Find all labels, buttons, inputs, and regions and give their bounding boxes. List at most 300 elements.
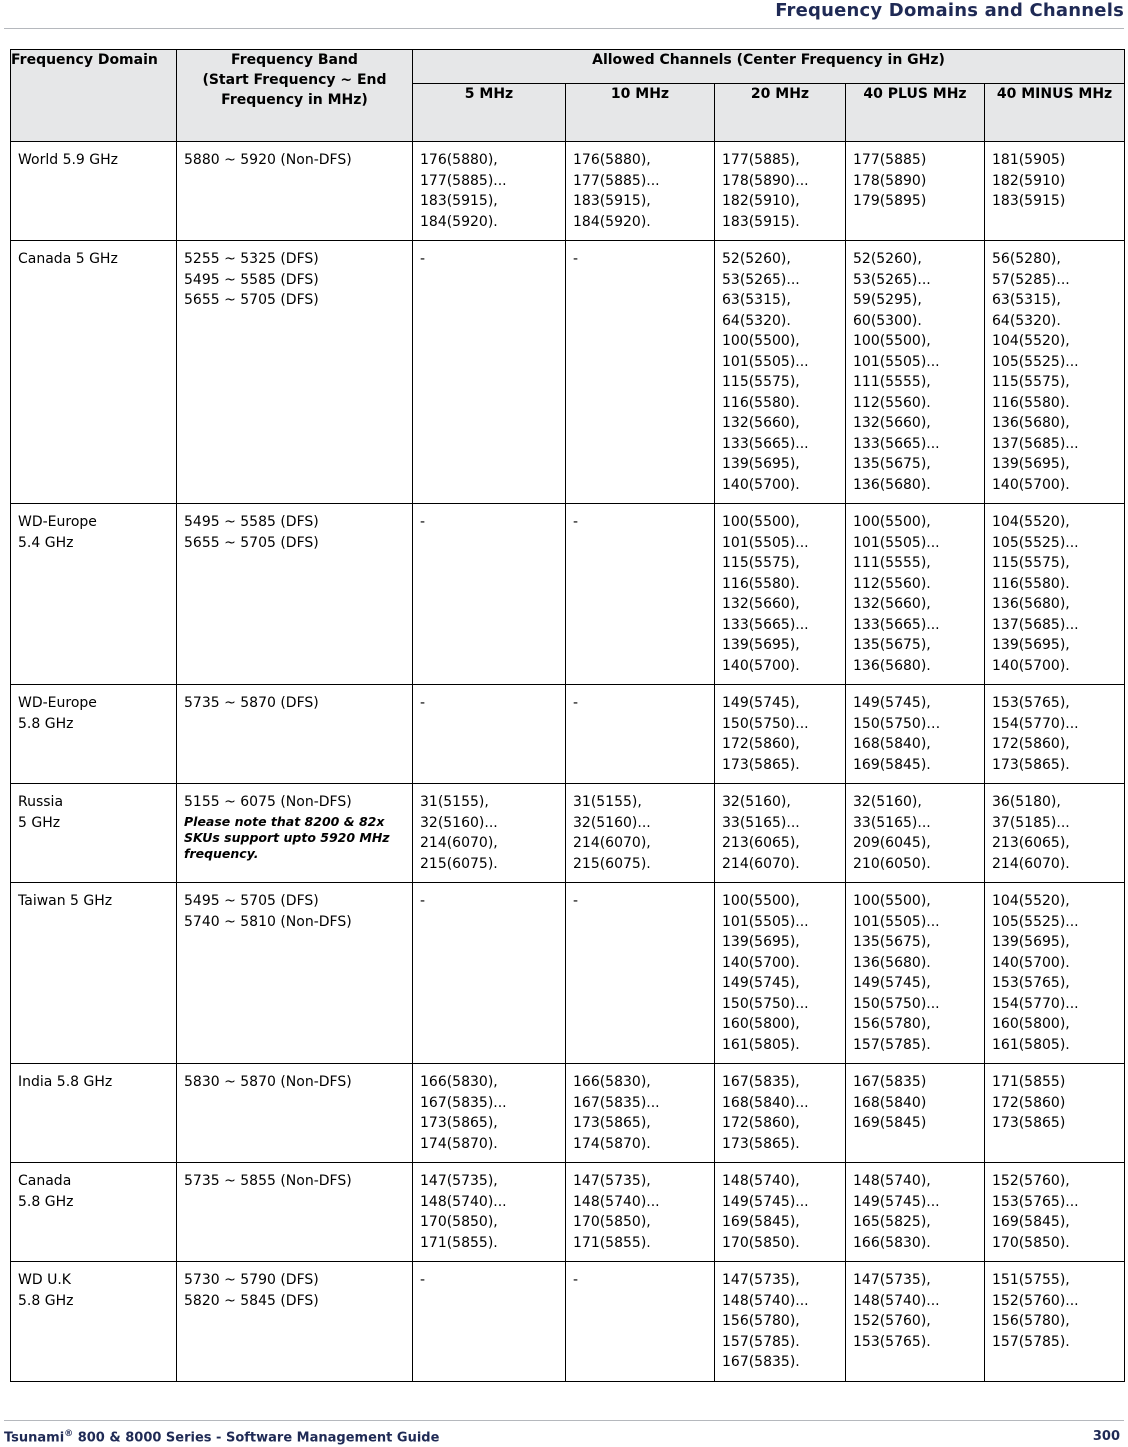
cell-line: 60(5300).	[853, 312, 922, 329]
cell-line: 178(5890)	[853, 172, 927, 189]
cell-line: 116(5580).	[992, 394, 1070, 411]
cell-line: 165(5825),	[853, 1214, 931, 1230]
cell-line: 177(5885)	[853, 152, 927, 168]
cell-10mhz	[566, 504, 715, 685]
cell-line: 215(6075).	[573, 855, 651, 872]
cell-5mhz	[413, 784, 566, 883]
cell-line: 167(5835)...	[420, 1094, 507, 1111]
footer-guide-title: 800 & 8000 Series - Software Management Guide	[73, 1430, 440, 1446]
table-row	[11, 504, 1125, 685]
cell-line: 147(5735),	[722, 1272, 800, 1288]
column-header-40minus-mhz: 40 MINUS MHz	[985, 84, 1125, 142]
cell-line: 137(5685)...	[992, 616, 1079, 633]
cell-line: 167(5835)	[853, 1074, 927, 1090]
cell-line: 101(5505)...	[853, 534, 940, 551]
cell-line: 139(5695),	[722, 934, 800, 950]
cell-line: Taiwan 5 GHz	[18, 893, 113, 909]
footer-page-number: 300	[1092, 1429, 1120, 1444]
cell-line: 209(6045),	[853, 835, 931, 851]
cell-line: 111(5555),	[853, 374, 931, 390]
cell-line: 148(5740),	[722, 1173, 800, 1189]
cell-line: 140(5700).	[992, 476, 1070, 493]
cell-5mhz	[413, 1064, 566, 1163]
cell-line: 177(5885)...	[573, 172, 660, 189]
cell-line: 153(5765).	[853, 1333, 931, 1350]
cell-line: 104(5520),	[992, 893, 1070, 909]
cell-line: 111(5555),	[853, 555, 931, 571]
cell-line: 160(5800),	[722, 1016, 800, 1032]
cell-line: -	[420, 893, 426, 909]
cell-line: 5730 ~ 5790 (DFS)	[184, 1272, 319, 1288]
cell-line: -	[420, 251, 426, 267]
cell-line: 173(5865).	[722, 1135, 800, 1152]
cell-10mhz	[566, 142, 715, 241]
cell-line: 166(5830),	[420, 1074, 498, 1090]
cell-line: 214(6070),	[573, 835, 651, 851]
cell-line: 32(5160)...	[420, 814, 498, 831]
cell-20mhz	[715, 1163, 846, 1262]
cell-line: 115(5575),	[992, 555, 1070, 571]
cell-line: 150(5750)…	[853, 715, 941, 732]
cell-frequency-band	[177, 241, 413, 504]
cell-line: 173(5865),	[420, 1115, 498, 1131]
cell-line: 63(5315),	[992, 292, 1061, 308]
table-row	[11, 241, 1125, 504]
cell-line: 101(5505)...	[722, 353, 809, 370]
cell-line: 137(5685)...	[992, 435, 1079, 452]
cell-line: 115(5575),	[722, 555, 800, 571]
cell-40plus-mhz	[846, 1262, 985, 1382]
cell-line: 136(5680),	[992, 415, 1070, 431]
cell-frequency-domain	[11, 504, 177, 685]
cell-frequency-domain	[11, 784, 177, 883]
cell-line: 5735 ~ 5855 (Non-DFS)	[184, 1173, 352, 1189]
cell-frequency-domain	[11, 883, 177, 1064]
cell-line: 5.4 GHz	[18, 534, 74, 551]
cell-line: 105(5525)...	[992, 913, 1079, 930]
cell-line: India 5.8 GHz	[18, 1074, 113, 1090]
cell-line: 53(5265)...	[722, 271, 800, 288]
cell-line: 140(5700).	[722, 954, 800, 971]
cell-line: 5880 ~ 5920 (Non-DFS)	[184, 152, 352, 168]
cell-40plus-mhz	[846, 1163, 985, 1262]
cell-line: 150(5750)...	[722, 995, 809, 1012]
cell-frequency-domain	[11, 241, 177, 504]
table-row	[11, 784, 1125, 883]
cell-line: -	[573, 1272, 579, 1288]
footer-divider	[4, 1420, 1124, 1421]
cell-line: 183(5915),	[420, 193, 498, 209]
cell-line: 173(5865)	[992, 1115, 1066, 1131]
cell-line: 214(6070).	[722, 855, 800, 872]
cell-line: 133(5665)...	[853, 435, 940, 452]
cell-10mhz	[566, 1262, 715, 1382]
cell-line: 5655 ~ 5705 (DFS)	[184, 534, 319, 551]
cell-40minus-mhz	[985, 1064, 1125, 1163]
cell-line: 149(5745)...	[853, 1193, 940, 1210]
cell-5mhz	[413, 883, 566, 1064]
cell-40minus-mhz	[985, 685, 1125, 784]
cell-40minus-mhz	[985, 504, 1125, 685]
cell-frequency-domain	[11, 1163, 177, 1262]
cell-line: 182(5910),	[722, 193, 800, 209]
cell-line: 116(5580).	[722, 394, 800, 411]
cell-line: 169(5845)	[853, 1115, 927, 1131]
cell-line: 161(5805).	[992, 1036, 1070, 1053]
cell-line: 5155 ~ 6075 (Non-DFS)	[184, 794, 352, 810]
cell-line: 139(5695),	[722, 456, 800, 472]
cell-line: 149(5745),	[853, 695, 931, 711]
cell-line: 33(5165)...	[722, 814, 800, 831]
cell-line: 32(5160),	[722, 794, 791, 810]
cell-line: 177(5885)...	[420, 172, 507, 189]
cell-line: 171(5855)	[992, 1074, 1066, 1090]
cell-line: 169(5845),	[722, 1214, 800, 1230]
cell-10mhz	[566, 685, 715, 784]
cell-20mhz	[715, 784, 846, 883]
cell-5mhz	[413, 142, 566, 241]
cell-line: 136(5680).	[853, 476, 931, 493]
cell-40minus-mhz	[985, 1262, 1125, 1382]
cell-line: 173(5865),	[573, 1115, 651, 1131]
column-header-5mhz: 5 MHz	[413, 84, 566, 142]
cell-line: 156(5780),	[853, 1016, 931, 1032]
cell-line: 150(5750)...	[722, 715, 809, 732]
cell-line: Russia	[18, 794, 64, 810]
cell-line: 156(5780),	[722, 1313, 800, 1329]
cell-line: 183(5915).	[722, 213, 800, 230]
cell-line: 157(5785).	[722, 1333, 800, 1350]
footer-product-name: Tsunami	[4, 1430, 65, 1446]
cell-line: 139(5695),	[992, 637, 1070, 653]
cell-5mhz	[413, 504, 566, 685]
cell-line: 177(5885),	[722, 152, 800, 168]
cell-line: 132(5660),	[853, 415, 931, 431]
table-body	[11, 142, 1125, 1382]
cell-40minus-mhz	[985, 883, 1125, 1064]
cell-line: -	[420, 1272, 426, 1288]
cell-line: 116(5580).	[722, 575, 800, 592]
cell-line: 170(5850).	[992, 1234, 1070, 1251]
cell-line: 169(5845).	[853, 756, 931, 773]
cell-frequency-band	[177, 1262, 413, 1382]
cell-line: 37(5185)...	[992, 814, 1070, 831]
cell-line: 140(5700).	[722, 476, 800, 493]
cell-line: World 5.9 GHz	[18, 152, 119, 168]
cell-line: Canada	[18, 1173, 72, 1189]
cell-line: 173(5865).	[722, 756, 800, 773]
cell-line: 154(5770)...	[992, 995, 1079, 1012]
cell-line: 112(5560).	[853, 394, 931, 411]
cell-line: 133(5665)...	[722, 435, 809, 452]
cell-line: 5830 ~ 5870 (Non-DFS)	[184, 1074, 352, 1090]
column-header-10mhz: 10 MHz	[566, 84, 715, 142]
cell-20mhz	[715, 241, 846, 504]
cell-line: 52(5260),	[722, 251, 791, 267]
cell-line: 5655 ~ 5705 (DFS)	[184, 292, 319, 308]
cell-line: 153(5765)...	[992, 1193, 1079, 1210]
cell-line: 100(5500),	[853, 893, 931, 909]
cell-line: 64(5320).	[722, 312, 791, 329]
cell-line: 31(5155),	[420, 794, 489, 810]
page-header	[0, 0, 1128, 30]
cell-line: 210(6050).	[853, 855, 931, 872]
cell-line: 171(5855).	[420, 1234, 498, 1251]
cell-line: 100(5500),	[722, 893, 800, 909]
cell-20mhz	[715, 504, 846, 685]
cell-line: 100(5500),	[853, 333, 931, 349]
table-row	[11, 685, 1125, 784]
cell-40plus-mhz	[846, 883, 985, 1064]
table-header	[11, 50, 1125, 142]
column-header-band-line1: Frequency Band	[231, 52, 358, 68]
cell-line: 5495 ~ 5705 (DFS)	[184, 893, 319, 909]
cell-line: 5.8 GHz	[18, 1292, 74, 1309]
column-header-40plus-mhz: 40 PLUS MHz	[846, 84, 985, 142]
column-header-20mhz: 20 MHz	[715, 84, 846, 142]
cell-5mhz	[413, 1262, 566, 1382]
cell-line: 5495 ~ 5585 (DFS)	[184, 271, 319, 288]
cell-10mhz	[566, 1163, 715, 1262]
cell-line: 153(5765),	[992, 975, 1070, 991]
cell-40plus-mhz	[846, 685, 985, 784]
footer-document-title	[4, 1429, 439, 1445]
cell-line: 101(5505)...	[853, 913, 940, 930]
cell-line: 33(5165)...	[853, 814, 931, 831]
cell-line: 181(5905)	[992, 152, 1066, 168]
cell-line: 136(5680).	[853, 657, 931, 674]
cell-line: 148(5740)...	[420, 1193, 507, 1210]
cell-line: 170(5850).	[722, 1234, 800, 1251]
cell-frequency-band	[177, 1163, 413, 1262]
cell-line: 184(5920).	[420, 213, 498, 230]
registered-mark: ®	[64, 1429, 74, 1439]
column-header-frequency-domain: Frequency Domain	[11, 50, 177, 142]
cell-line: 132(5660),	[722, 596, 800, 612]
cell-line: 166(5830),	[573, 1074, 651, 1090]
cell-line: 32(5160),	[853, 794, 922, 810]
cell-line: 183(5915)	[992, 193, 1066, 209]
cell-line: 115(5575),	[722, 374, 800, 390]
cell-10mhz	[566, 883, 715, 1064]
cell-line: 105(5525)...	[992, 353, 1079, 370]
cell-line: 168(5840)	[853, 1094, 927, 1111]
cell-line: 148(5740),	[853, 1173, 931, 1189]
cell-frequency-band	[177, 504, 413, 685]
cell-line: 115(5575),	[992, 374, 1070, 390]
cell-20mhz	[715, 1064, 846, 1163]
cell-line: 147(5735),	[853, 1272, 931, 1288]
cell-frequency-band	[177, 784, 413, 883]
cell-line: 149(5745)...	[722, 1193, 809, 1210]
cell-frequency-domain	[11, 142, 177, 241]
cell-line: 100(5500),	[853, 514, 931, 530]
cell-line: -	[420, 695, 426, 711]
cell-line: 152(5760),	[992, 1173, 1070, 1189]
cell-line: 178(5890)...	[722, 172, 809, 189]
cell-line: 168(5840)...	[722, 1094, 809, 1111]
cell-20mhz	[715, 142, 846, 241]
cell-40minus-mhz	[985, 1163, 1125, 1262]
cell-40minus-mhz	[985, 241, 1125, 504]
cell-10mhz	[566, 241, 715, 504]
cell-40plus-mhz	[846, 241, 985, 504]
cell-line: 104(5520),	[992, 514, 1070, 530]
cell-10mhz	[566, 1064, 715, 1163]
cell-line: 132(5660),	[853, 596, 931, 612]
frequency-table	[10, 49, 1125, 1382]
column-header-allowed-channels: Allowed Channels (Center Frequency in GHz)	[413, 50, 1125, 84]
cell-line: 161(5805).	[722, 1036, 800, 1053]
table-row	[11, 883, 1125, 1064]
cell-line: 149(5745),	[722, 695, 800, 711]
cell-line: 135(5675),	[853, 456, 931, 472]
cell-line: 214(6070).	[992, 855, 1070, 872]
cell-frequency-domain	[11, 685, 177, 784]
cell-line: 183(5915),	[573, 193, 651, 209]
cell-line: 170(5850),	[420, 1214, 498, 1230]
cell-line: 157(5785).	[853, 1036, 931, 1053]
cell-line: 140(5700).	[992, 954, 1070, 971]
cell-line: 172(5860),	[992, 736, 1070, 752]
cell-line: 213(6065),	[992, 835, 1070, 851]
cell-line: -	[573, 251, 579, 267]
cell-line: 5.8 GHz	[18, 1193, 74, 1210]
cell-line: 160(5800),	[992, 1016, 1070, 1032]
cell-line: 149(5745),	[722, 975, 800, 991]
column-header-band-line2: (Start Frequency ~ End Frequency in MHz)	[202, 72, 387, 108]
cell-line: 166(5830).	[853, 1234, 931, 1251]
cell-line: 179(5895)	[853, 193, 927, 209]
cell-40plus-mhz	[846, 1064, 985, 1163]
cell-line: 173(5865).	[992, 756, 1070, 773]
cell-line: 5255 ~ 5325 (DFS)	[184, 251, 319, 267]
cell-line: 169(5845),	[992, 1214, 1070, 1230]
cell-line: 136(5680),	[992, 596, 1070, 612]
cell-line: 152(5760),	[853, 1313, 931, 1329]
cell-line: 133(5665)...	[853, 616, 940, 633]
cell-line: 214(6070),	[420, 835, 498, 851]
cell-line: 147(5735),	[420, 1173, 498, 1189]
table-row	[11, 1163, 1125, 1262]
cell-line: 139(5695),	[992, 934, 1070, 950]
cell-line: 176(5880),	[573, 152, 651, 168]
cell-line: 105(5525)...	[992, 534, 1079, 551]
cell-line: 56(5280),	[992, 251, 1061, 267]
cell-line: 52(5260),	[853, 251, 922, 267]
cell-line: 172(5860),	[722, 1115, 800, 1131]
cell-line: 147(5735),	[573, 1173, 651, 1189]
page-title: Frequency Domains and Channels	[775, 0, 1124, 21]
cell-frequency-domain	[11, 1064, 177, 1163]
cell-frequency-band	[177, 1064, 413, 1163]
cell-line: 132(5660),	[722, 415, 800, 431]
cell-20mhz	[715, 685, 846, 784]
page-footer	[0, 1418, 1128, 1447]
cell-frequency-band	[177, 883, 413, 1064]
cell-line: 154(5770)...	[992, 715, 1079, 732]
cell-5mhz	[413, 1163, 566, 1262]
cell-line: 136(5680).	[853, 954, 931, 971]
cell-line: 174(5870).	[573, 1135, 651, 1152]
cell-line: 168(5840),	[853, 736, 931, 752]
cell-frequency-band	[177, 142, 413, 241]
table-row	[11, 1262, 1125, 1382]
cell-line: 112(5560).	[853, 575, 931, 592]
cell-line: 153(5765),	[992, 695, 1070, 711]
cell-line: 5740 ~ 5810 (Non-DFS)	[184, 913, 352, 930]
column-header-frequency-band	[177, 50, 413, 142]
cell-line: 116(5580).	[992, 575, 1070, 592]
cell-40plus-mhz	[846, 142, 985, 241]
cell-line: 5.8 GHz	[18, 715, 74, 732]
cell-20mhz	[715, 1262, 846, 1382]
cell-line: 167(5835),	[722, 1074, 800, 1090]
cell-line: 104(5520),	[992, 333, 1070, 349]
cell-line: 151(5755),	[992, 1272, 1070, 1288]
cell-line: -	[573, 514, 579, 530]
cell-line: 100(5500),	[722, 514, 800, 530]
cell-line: 31(5155),	[573, 794, 642, 810]
cell-line: -	[573, 893, 579, 909]
cell-line: 215(6075).	[420, 855, 498, 872]
cell-line: 53(5265)...	[853, 271, 931, 288]
cell-line: 57(5285)...	[992, 271, 1070, 288]
cell-line: 5495 ~ 5585 (DFS)	[184, 514, 319, 530]
cell-line: 167(5835)...	[573, 1094, 660, 1111]
cell-line: 174(5870).	[420, 1135, 498, 1152]
cell-line: 140(5700).	[992, 657, 1070, 674]
cell-line: 152(5760)...	[992, 1292, 1079, 1309]
cell-line: 172(5860)	[992, 1094, 1066, 1111]
cell-line: 101(5505)...	[722, 913, 809, 930]
cell-line: 170(5850),	[573, 1214, 651, 1230]
table-row	[11, 142, 1125, 241]
cell-40minus-mhz	[985, 142, 1125, 241]
cell-line: 36(5180),	[992, 794, 1061, 810]
cell-line: 150(5750)...	[853, 995, 940, 1012]
cell-line: 148(5740)...	[573, 1193, 660, 1210]
cell-line: 135(5675),	[853, 934, 931, 950]
cell-line: Canada 5 GHz	[18, 251, 118, 267]
cell-10mhz	[566, 784, 715, 883]
cell-line: 213(6065),	[722, 835, 800, 851]
cell-line: 139(5695),	[722, 637, 800, 653]
cell-line: 140(5700).	[722, 657, 800, 674]
band-note: Please note that 8200 & 82x SKUs support upto 5920 MHz frequency.	[184, 813, 390, 861]
cell-line: 5820 ~ 5845 (DFS)	[184, 1292, 319, 1309]
header-divider	[4, 28, 1124, 29]
cell-line: 100(5500),	[722, 333, 800, 349]
cell-line: 182(5910)	[992, 172, 1066, 189]
cell-line: 167(5835).	[722, 1354, 800, 1370]
cell-5mhz	[413, 241, 566, 504]
cell-frequency-domain	[11, 1262, 177, 1382]
cell-line: 101(5505)...	[853, 353, 940, 370]
cell-line: 157(5785).	[992, 1333, 1070, 1350]
cell-line: 148(5740)...	[853, 1292, 940, 1309]
cell-line: 59(5295),	[853, 292, 922, 308]
cell-5mhz	[413, 685, 566, 784]
cell-20mhz	[715, 883, 846, 1064]
cell-line: 63(5315),	[722, 292, 791, 308]
cell-line: 135(5675),	[853, 637, 931, 653]
cell-line: 149(5745),	[853, 975, 931, 991]
cell-line: -	[420, 514, 426, 530]
cell-frequency-band	[177, 685, 413, 784]
cell-line: 139(5695),	[992, 456, 1070, 472]
cell-line: WD-Europe	[18, 514, 97, 530]
